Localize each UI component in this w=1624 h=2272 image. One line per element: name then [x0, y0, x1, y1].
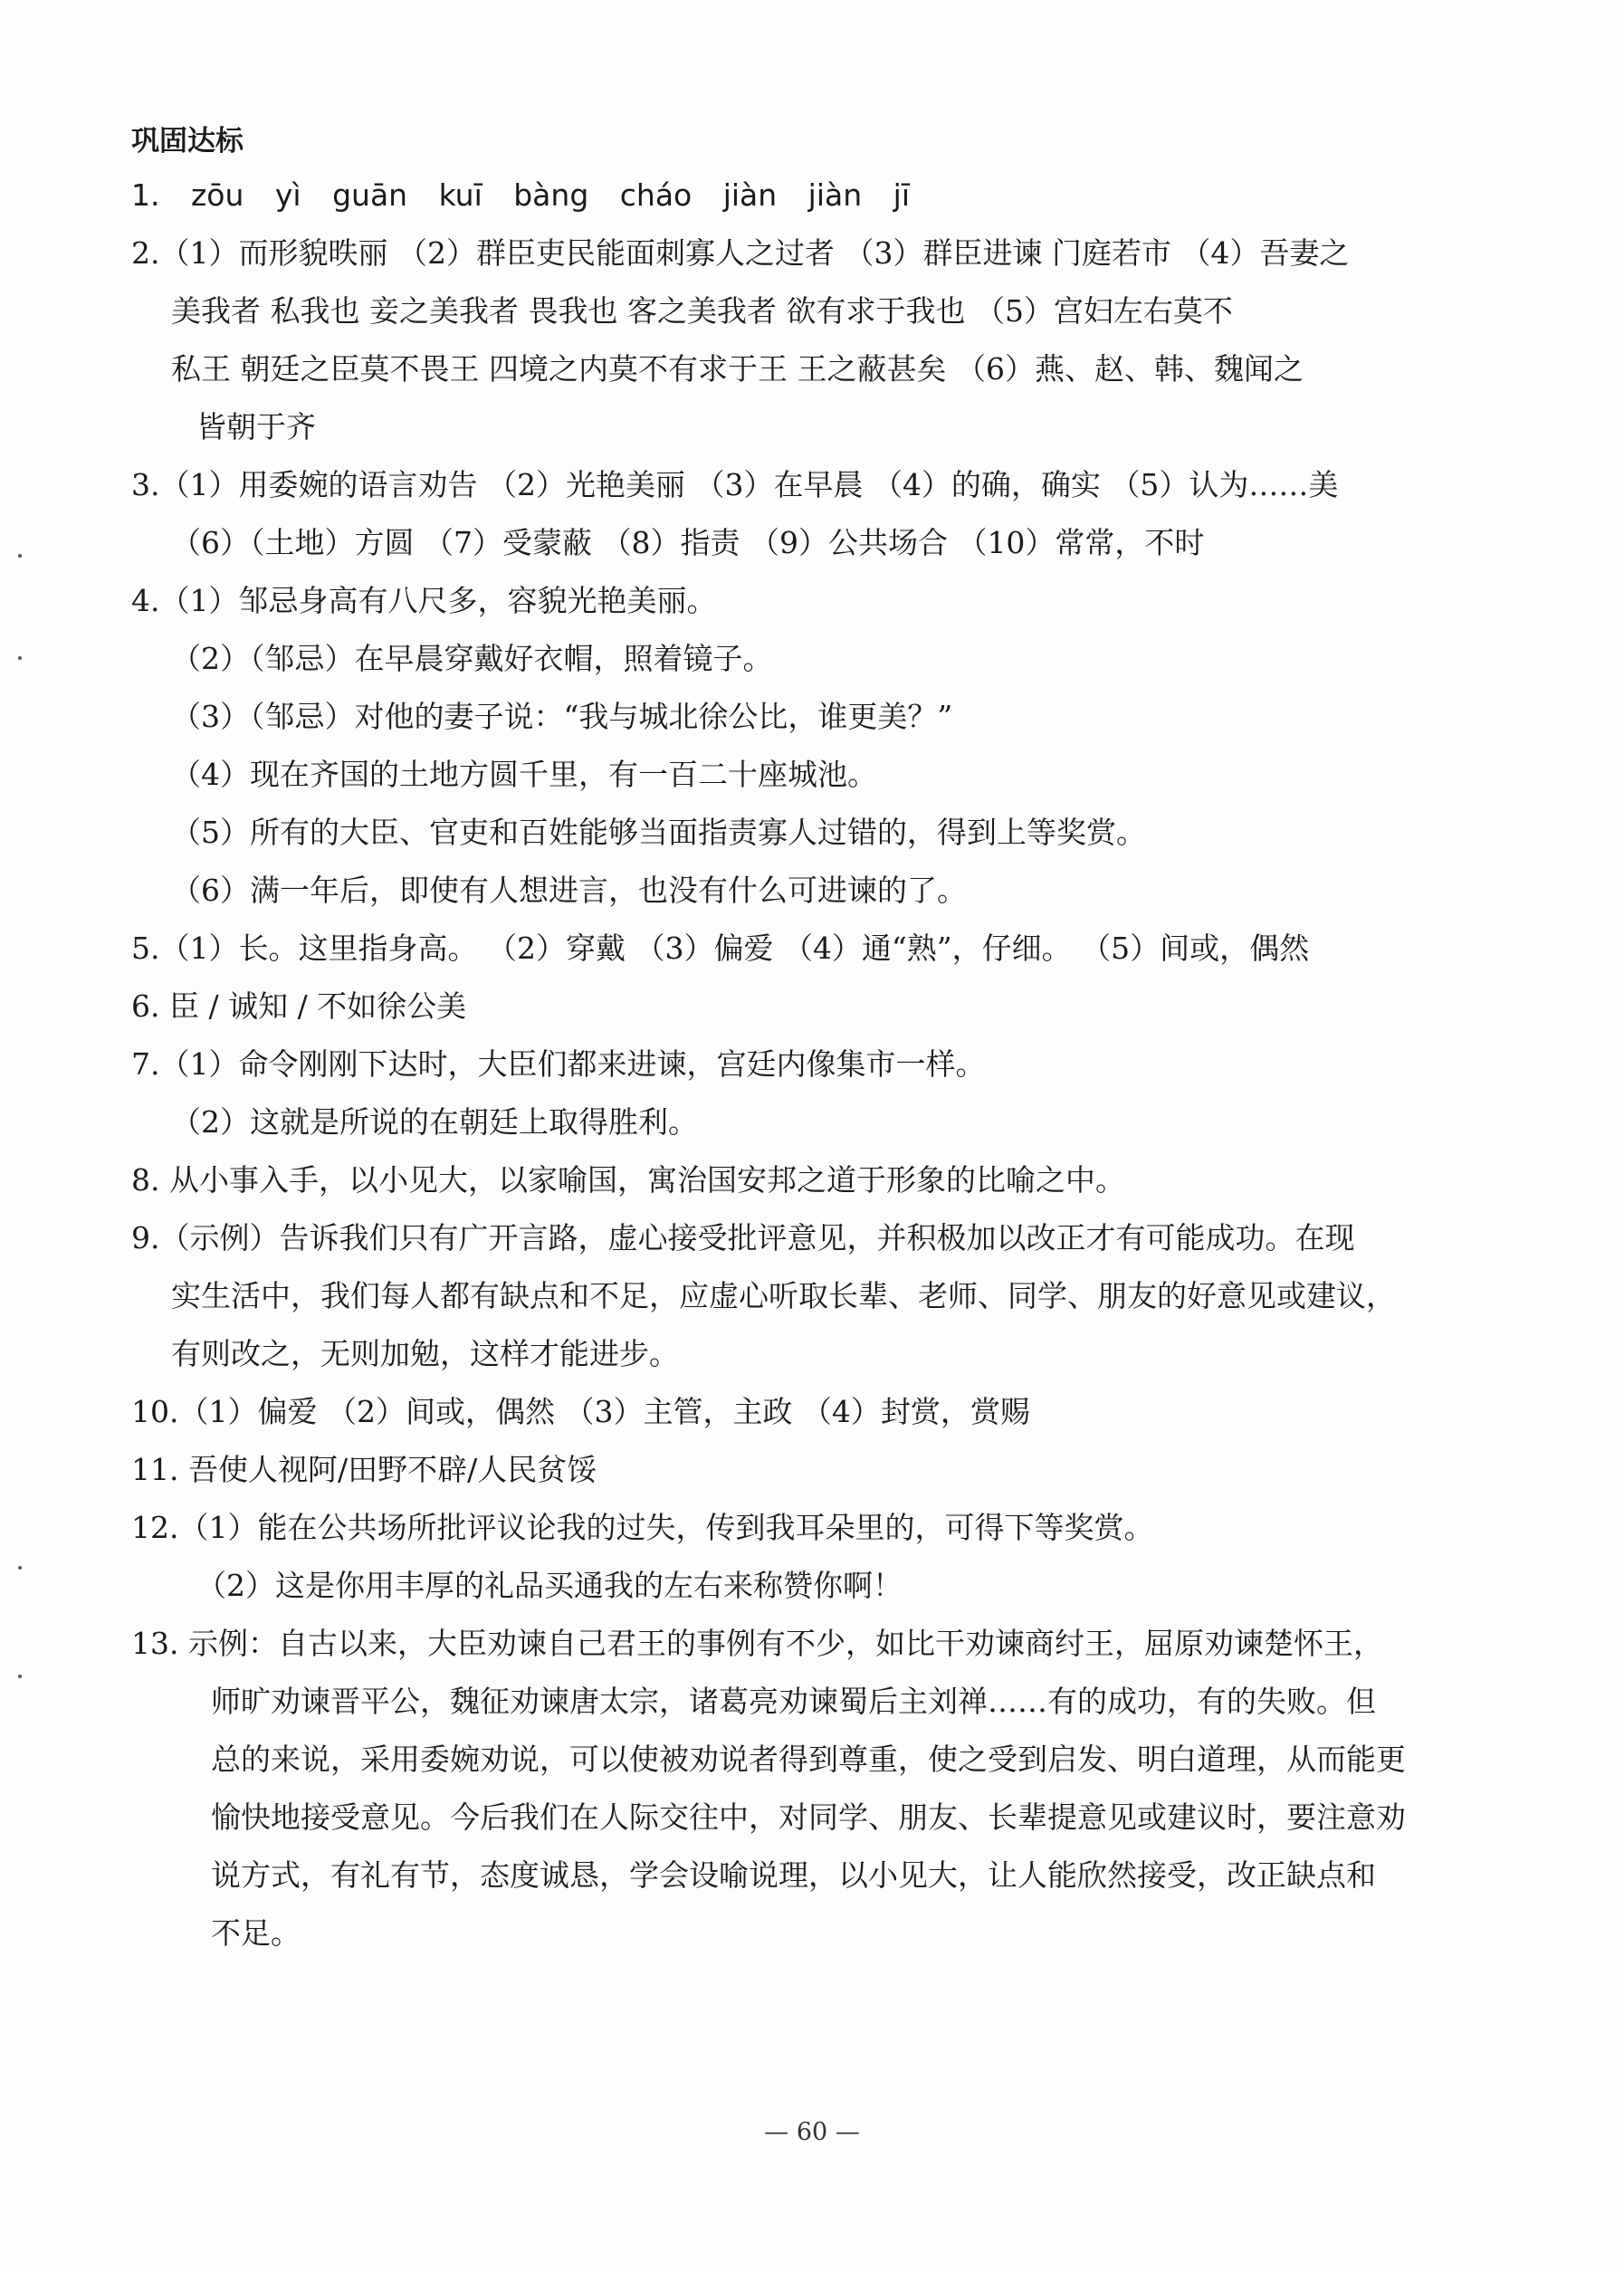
answer-13-line-6: 不足。	[211, 1915, 301, 1951]
answer-1: 1. zōu yì guān kuī bàng cháo jiàn jiàn jī	[131, 177, 910, 213]
answer-13-line-5: 说方式，有礼有节，态度诚恳，学会设喻说理，以小见大，让人能欣然接受，改正缺点和	[211, 1857, 1376, 1893]
margin-mark	[18, 1566, 22, 1570]
answer-9-line-3: 有则改之，无则加勉，这样才能进步。	[171, 1336, 679, 1371]
answer-13-line-2: 师旷劝谏晋平公，魏征劝谏唐太宗，诸葛亮劝谏蜀后主刘禅……有的成功，有的失败。但	[211, 1684, 1376, 1719]
answer-3-line-2: （6）（土地）方圆 （7）受蒙蔽 （8）指责 （9）公共场合 （10）常常，不时	[171, 525, 1205, 560]
answer-4-line-5: （5）所有的大臣、官吏和百姓能够当面指责寡人过错的，得到上等奖赏。	[171, 815, 1146, 850]
answer-13-line-3: 总的来说，采用委婉劝说，可以使被劝说者得到尊重，使之受到启发、明白道理，从而能更	[211, 1742, 1406, 1777]
answer-4-line-6: （6）满一年后，即使有人想进言，也没有什么可进谏的了。	[171, 873, 967, 908]
answer-7-line-1: 7.（1）命令刚刚下达时，大臣们都来进谏，宫廷内像集市一样。	[131, 1046, 986, 1082]
answer-content	[131, 116, 1507, 1962]
answer-12-line-2: （2）这是你用丰厚的礼品买通我的左右来称赞你啊！	[196, 1568, 903, 1603]
section-title: 巩固达标	[131, 125, 244, 158]
answer-4-line-4: （4）现在齐国的土地方圆千里，有一百二十座城池。	[171, 757, 877, 792]
answer-10: 10.（1）偏爱 （2）间或，偶然 （3）主管，主政 （4）封赏，赏赐	[131, 1394, 1030, 1429]
answer-13-line-1: 13. 示例：自古以来，大臣劝谏自己君王的事例有不少，如比干劝谏商纣王，屈原劝谏楚怀王，	[131, 1626, 1383, 1661]
answer-2-line-2: 美我者 私我也 妾之美我者 畏我也 客之美我者 欲有求于我也 （5）宫妇左右莫不	[171, 293, 1233, 329]
answer-2-line-3: 私王 朝廷之臣莫不畏王 四境之内莫不有求于王 王之蔽甚矣 （6）燕、赵、韩、魏闻之	[171, 351, 1304, 387]
answer-2-line-1: 2.（1）而形貌昳丽 （2）群臣吏民能面刺寡人之过者 （3）群臣进谏 门庭若市 （4）吾妻之	[131, 235, 1350, 271]
margin-mark	[18, 554, 22, 558]
answer-6: 6. 臣 / 诚知 / 不如徐公美	[131, 988, 467, 1024]
answer-4-line-3: （3）（邹忌）对他的妻子说：“我与城北徐公比，谁更美？”	[171, 699, 953, 734]
answer-4-line-2: （2）（邹忌）在早晨穿戴好衣帽，照着镜子。	[171, 641, 773, 676]
margin-mark	[18, 1675, 22, 1678]
answer-7-line-2: （2）这就是所说的在朝廷上取得胜利。	[171, 1104, 698, 1140]
margin-mark	[18, 656, 22, 660]
answer-11: 11. 吾使人视阿/田野不辟/人民贫馁	[131, 1452, 597, 1487]
page-number: — 60 —	[764, 2118, 860, 2146]
answer-9-line-2: 实生活中，我们每人都有缺点和不足，应虚心听取长辈、老师、同学、朋友的好意见或建议，	[171, 1278, 1396, 1313]
answer-12-line-1: 12.（1）能在公共场所批评议论我的过失，传到我耳朵里的，可得下等奖赏。	[131, 1510, 1154, 1545]
answer-8: 8. 从小事入手，以小见大，以家喻国，寓治国安邦之道于形象的比喻之中。	[131, 1162, 1125, 1198]
answer-9-line-1: 9.（示例）告诉我们只有广开言路，虚心接受批评意见，并积极加以改正才有可能成功。在现	[131, 1220, 1355, 1255]
answer-13-line-4: 愉快地接受意见。今后我们在人际交往中，对同学、朋友、长辈提意见或建议时，要注意劝	[211, 1799, 1406, 1835]
answer-5: 5.（1）长。这里指身高。 （2）穿戴 （3）偏爱 （4）通“熟”，仔细。 （5）间或，偶然	[131, 931, 1310, 966]
answer-4-line-1: 4.（1）邹忌身高有八尺多，容貌光艳美丽。	[131, 583, 717, 618]
answer-2-line-4: 皆朝于齐	[196, 409, 316, 444]
answer-3-line-1: 3.（1）用委婉的语言劝告 （2）光艳美丽 （3）在早晨 （4）的确，确实 （5）认为……美	[131, 467, 1339, 502]
